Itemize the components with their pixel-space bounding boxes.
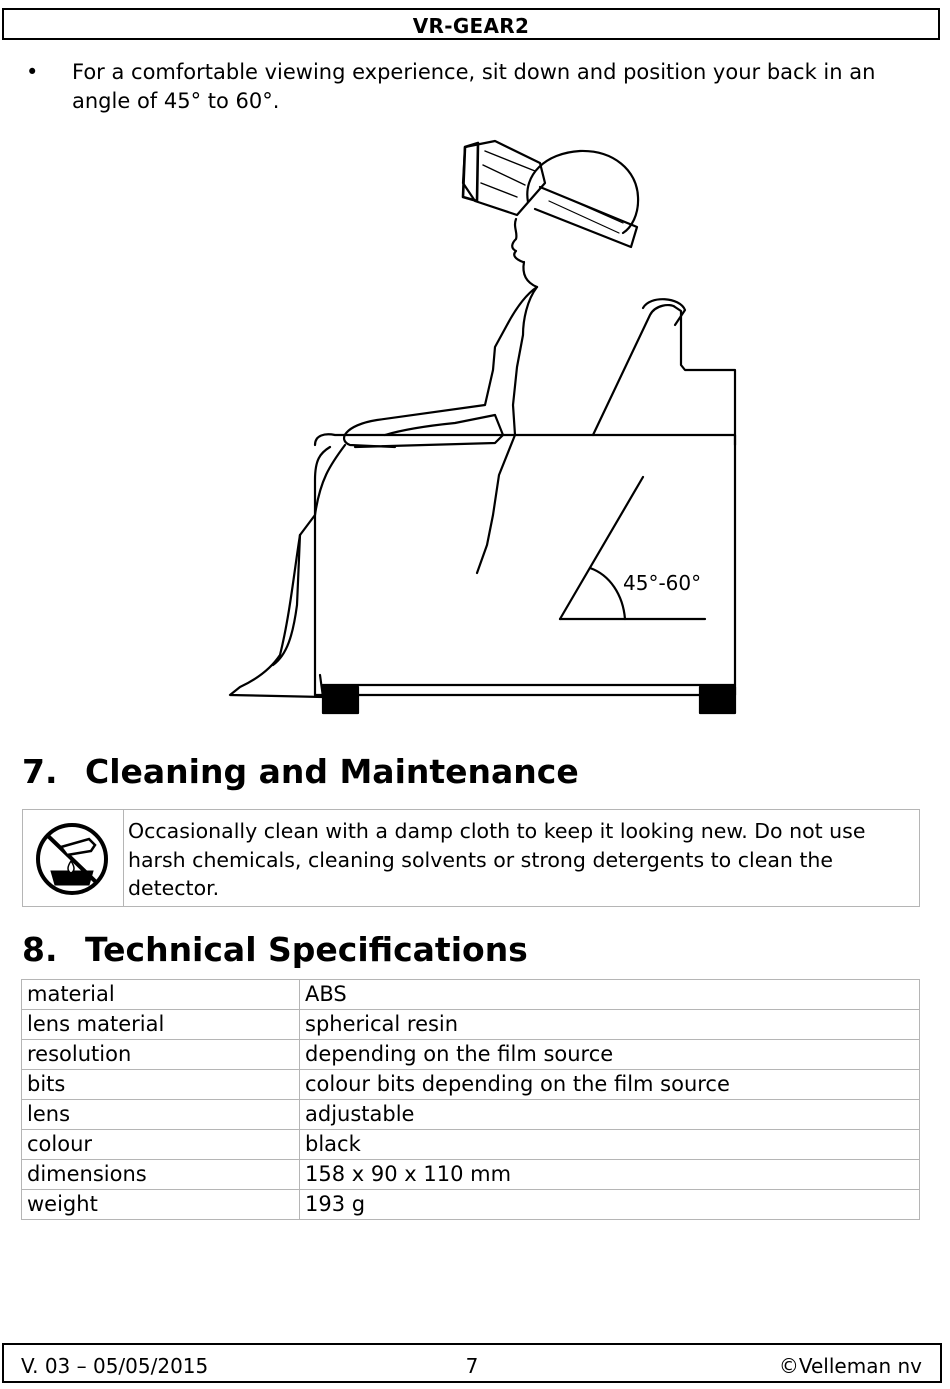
- spec-key: lens: [22, 1100, 300, 1130]
- spec-value: adjustable: [300, 1100, 920, 1130]
- chair-body: [315, 434, 735, 695]
- section-7-number: 7.: [22, 752, 58, 791]
- cleaning-notice-box: [22, 809, 920, 907]
- torso-front: [344, 287, 537, 447]
- specifications-table: [21, 979, 920, 1220]
- table-row: [22, 1010, 920, 1040]
- chair-foot-right: [700, 687, 735, 713]
- cleaning-instructions: Occasionally clean with a damp cloth to keep it looking new. Do not use harsh chemicals, cleaning solvents or strong detergents to clean the detector.: [128, 819, 866, 900]
- leg-lower: [230, 535, 323, 697]
- table-row: [22, 980, 920, 1010]
- bullet-text: For a comfortable viewing experience, sit down and position your back in an angle of 45° to 60°.: [72, 60, 876, 113]
- page-header: [2, 8, 940, 40]
- spec-value: depending on the film source: [300, 1040, 920, 1070]
- angle-slope-line: [560, 477, 643, 619]
- spec-key: material: [22, 980, 300, 1010]
- section-7-heading: [22, 752, 579, 792]
- notice-icon-cell: [23, 810, 124, 906]
- spec-key: lens material: [22, 1010, 300, 1040]
- leg-upper: [300, 445, 345, 535]
- page-number: 7: [465, 1354, 479, 1378]
- chair-back: [593, 305, 735, 445]
- spec-value: 193 g: [300, 1190, 920, 1220]
- spec-key: dimensions: [22, 1160, 300, 1190]
- torso-back: [477, 287, 537, 573]
- bullet-dot: •: [26, 60, 39, 84]
- spec-key: bits: [22, 1070, 300, 1100]
- spec-key: weight: [22, 1190, 300, 1220]
- section-8-title: Technical Specifications: [85, 930, 528, 969]
- table-row: [22, 1160, 920, 1190]
- neck-line: [523, 262, 537, 287]
- copyright: ©Velleman nv: [778, 1354, 922, 1378]
- document-title: VR-GEAR2: [412, 14, 530, 38]
- seated-vr-user-illustration: [195, 135, 755, 720]
- angle-arc: [590, 568, 625, 619]
- section-8-number: 8.: [22, 930, 58, 969]
- no-water-cleaning-icon: [33, 821, 111, 897]
- section-8-heading: [22, 930, 528, 970]
- chair-foot-left: [323, 687, 358, 713]
- table-row: [22, 1130, 920, 1160]
- spec-value: colour bits depending on the film source: [300, 1070, 920, 1100]
- table-row: [22, 1040, 920, 1070]
- section-7-title: Cleaning and Maintenance: [85, 752, 579, 791]
- spec-key: resolution: [22, 1040, 300, 1070]
- table-row: [22, 1070, 920, 1100]
- spec-value: spherical resin: [300, 1010, 920, 1040]
- spec-key: colour: [22, 1130, 300, 1160]
- spec-value: 158 x 90 x 110 mm: [300, 1160, 920, 1190]
- page-footer: [2, 1343, 942, 1383]
- table-row: [22, 1100, 920, 1130]
- headset-strap: [535, 187, 637, 247]
- spec-value: black: [300, 1130, 920, 1160]
- face-profile: [512, 219, 523, 262]
- angle-label: 45°-60°: [623, 571, 702, 595]
- spec-value: ABS: [300, 980, 920, 1010]
- headset-body: [463, 141, 545, 215]
- version-date: V. 03 – 05/05/2015: [21, 1354, 209, 1378]
- table-row: [22, 1190, 920, 1220]
